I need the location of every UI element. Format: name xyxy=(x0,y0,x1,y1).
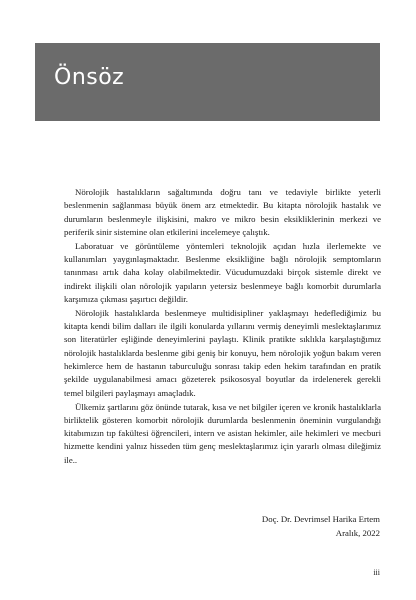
chapter-header-band xyxy=(35,43,380,121)
preface-paragraph-1: Nörolojik hastalıkların sağaltımında doğru tanı ve tedaviyle birlikte yeterli beslenmenin sağlanması büyük önem arz etmektedir. Bu kitapta nörolojik hastalık ve durumların beslenmeyle ilişkisini, makro ve mikro besin eksikliklerinin merkezi ve periferik sinir sistemine olan etkilerini incelemeye çalıştık. xyxy=(64,187,381,237)
signature-date: Aralık, 2022 xyxy=(335,527,380,538)
preface-paragraph-4: Ülkemiz şartlarını göz önünde tutarak, kısa ve net bilgiler içeren ve kronik hastalıklarla birliktelik gösteren komorbit nörolojik durumlarda beslenmenin öneminin vurgulandığı kitabımızın tıp fakültesi öğrencileri, intern ve asistan hekimler, aile hekimleri ve mecburi hizmette kendini yalnız hisseden tüm genç meslektaşlarımız için yararlı olması dileğimiz ile.. xyxy=(64,401,381,465)
preface-paragraph-2: Laboratuar ve görüntüleme yöntemleri teknolojik açıdan hızla ilerlemekte ve kullanımları yaygınlaşmaktadır. Beslenme eksikliğine bağlı nörolojik semptomların tanınması artık daha kolay olabilmektedir. Vücudumuzdaki birçok sistemle direkt ve indirekt ilişkili olan nörolojik yapıların yetersiz beslenmeye bağlı komorbit durumlarla karşımıza çıkması şaşırtıcı değildir. xyxy=(64,240,381,304)
author-name: Doç. Dr. Devrimsel Harika Ertem xyxy=(261,514,380,524)
page-number: iii xyxy=(373,568,380,577)
preface-paragraph-3: Nörolojik hastalıklarda beslenmeye multidisipliner yaklaşmayı hedeflediğimiz bu kitapta kendi bilim dalları ile ilgili konularda yıllarını vermiş deneyimli meslektaşlarımız son literatürler eşliğinde deneyimlerini paylaştı. Klinik pratikte sıklıkla karşılaştığımız nörolojik hastalıklarda beslenme gibi geniş bir konuyu, hem nörolojik yoğun bakım veren hekimlerce hem de hastanın taburculuğu sonrası takip eden hekim tarafından en pratik şekilde uygulanabilmesi amacı gözeterek psikososyal boyutlar da irdelenerek gerekli temel bilgileri paylaşmayı amaçladık. xyxy=(64,307,381,398)
chapter-title: Önsöz xyxy=(54,65,125,90)
preface-body xyxy=(64,186,381,468)
signature-block xyxy=(262,513,380,540)
